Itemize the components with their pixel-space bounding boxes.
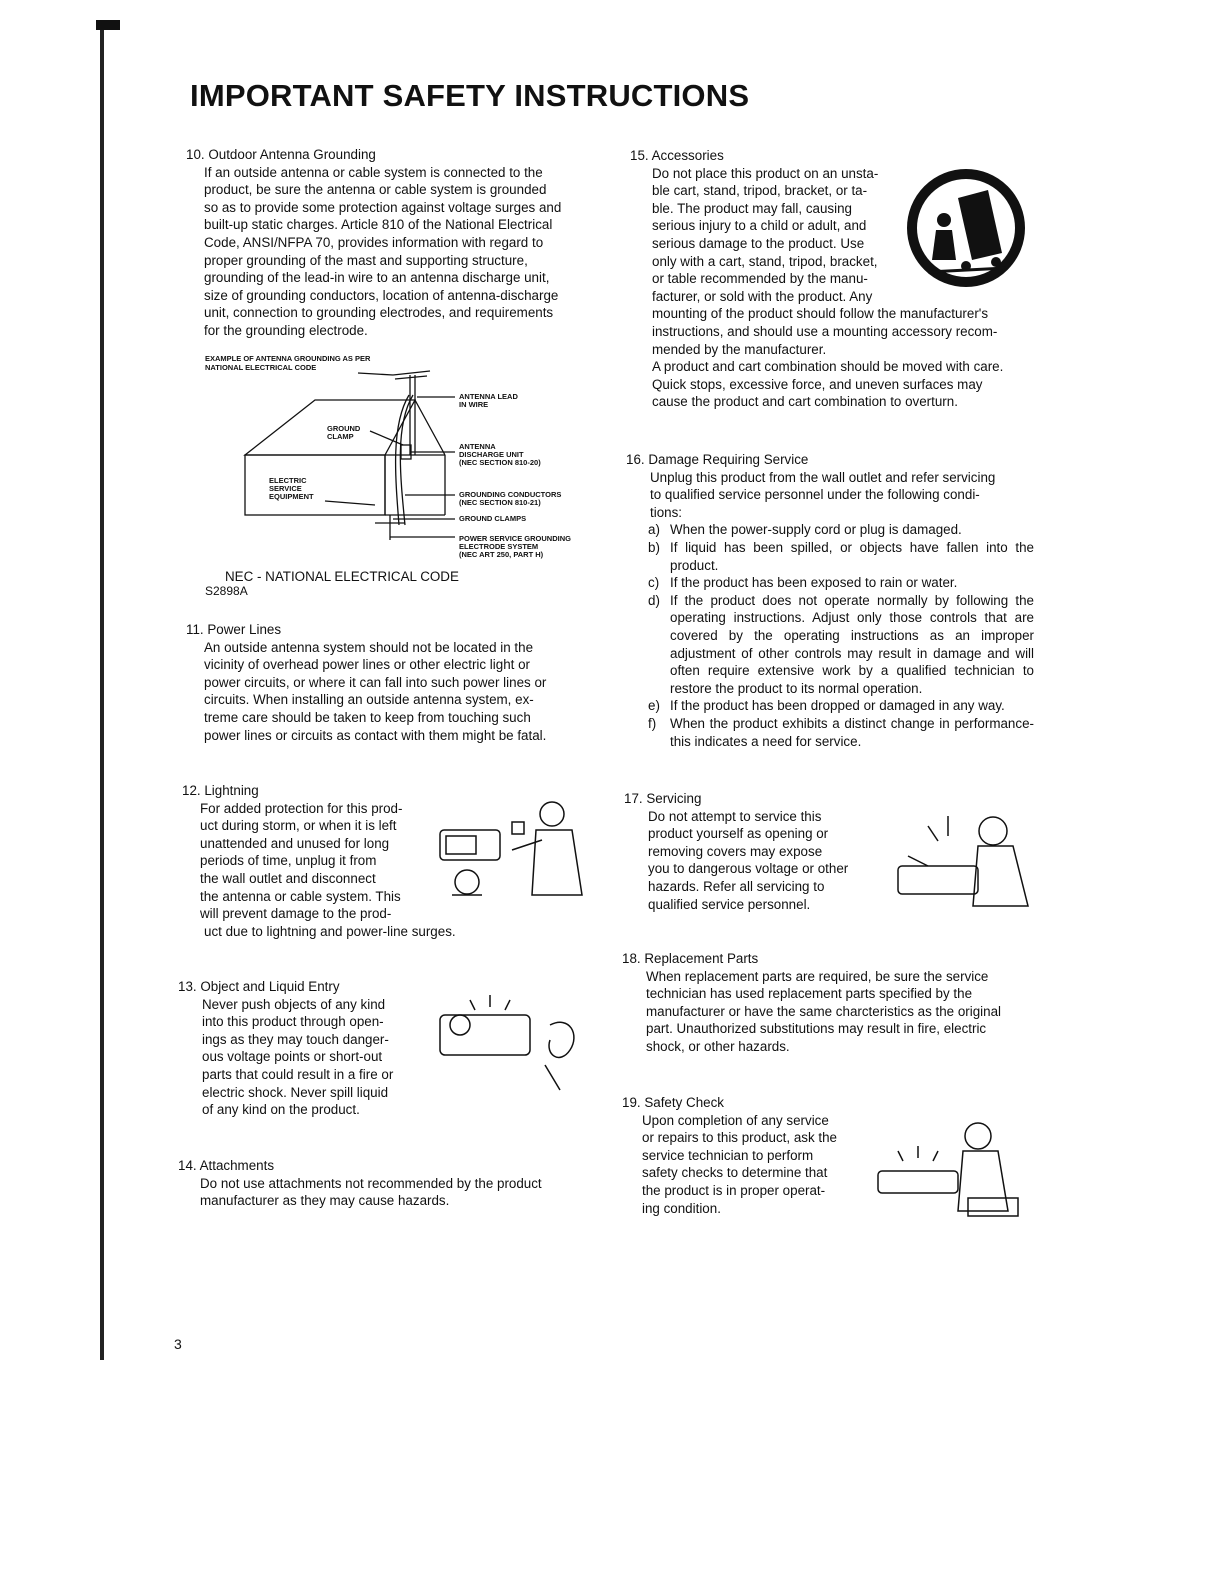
section-11 [186, 621, 594, 744]
cart-tipover-warning-icon [906, 168, 1026, 292]
diagram-label: CLAMP [327, 432, 354, 441]
text-line: power circuits, or where it can fall into such power lines or [204, 674, 547, 690]
text-line: the wall outlet and disconnect [200, 870, 376, 886]
text-line: uct due to lightning and power-line surges. [204, 923, 456, 939]
text-line: manufacturer as they may cause hazards. [200, 1193, 450, 1209]
text-line: grounding of the lead-in wire to an antenna discharge unit, [204, 270, 550, 286]
text-line: unattended and unused for long [200, 835, 390, 851]
page-title: IMPORTANT SAFETY INSTRUCTIONS [190, 78, 750, 113]
text-line: Code, ANSI/NFPA 70, provides information with regard to [204, 234, 544, 250]
list-item-label: c) [648, 575, 660, 591]
text-line: the antenna or cable system. This [200, 888, 401, 904]
text-line: When replacement parts are required, be sure the service [646, 968, 989, 984]
diagram-label: ELECTRIC [269, 476, 307, 485]
text-line: electric shock. Never spill liquid [202, 1084, 389, 1100]
section-heading: 14. Attachments [178, 1158, 275, 1173]
text-line: uct during storm, or when it is left [200, 818, 397, 834]
diagram-label: GROUND CLAMPS [459, 514, 527, 523]
section-heading: 18. Replacement Parts [622, 951, 759, 966]
list-item [648, 697, 1034, 715]
text-line: manufacturer or have the same charcteristics as the original [646, 1003, 1002, 1019]
text-line: or repairs to this product, ask the [642, 1130, 838, 1146]
text-line: ble. The product may fall, causing [652, 200, 852, 216]
section-18 [622, 950, 1034, 1056]
diagram-label: (NEC SECTION 810-21) [459, 498, 541, 507]
text-line: instructions, and should use a mounting accessory recom- [652, 323, 998, 339]
section-heading: 12. Lightning [182, 783, 259, 798]
section-19 [622, 1094, 882, 1217]
text-line: Quick stops, excessive force, and uneven surfaces may [652, 376, 983, 392]
diagram-label: (NEC ART 250, PART H) [459, 550, 544, 559]
text-line: For added protection for this prod- [200, 800, 403, 816]
text-line: qualified service personnel. [648, 896, 811, 912]
text-line: If an outside antenna or cable system is connected to the [204, 164, 543, 180]
list-item-text: When the power-supply cord or plug is damaged. [670, 522, 962, 538]
diagram-label: ELECTRODE SYSTEM [459, 542, 539, 551]
list-item [648, 539, 1034, 574]
text-line: product yourself as opening or [648, 826, 829, 842]
text-line: of any kind on the product. [202, 1102, 360, 1118]
section-heading: 16. Damage Requiring Service [626, 452, 809, 467]
text-line: service technician to perform [642, 1147, 814, 1163]
text-line: part. Unauthorized substitutions may result in fire, electric [646, 1021, 987, 1037]
text-line: removing covers may expose [648, 843, 823, 859]
text-line: product, be sure the antenna or cable system is grounded [204, 182, 547, 198]
diagram-nec-caption: NEC - NATIONAL ELECTRICAL CODE [225, 569, 459, 584]
list-item-label: a) [648, 522, 660, 538]
list-item-text: If the product has been dropped or damaged in any way. [670, 698, 1005, 714]
text-line: size of grounding conductors, location of antenna-discharge [204, 287, 559, 303]
text-line: power lines or circuits as contact with them might be fatal. [204, 727, 547, 743]
text-line: mended by the manufacturer. [652, 341, 827, 357]
diagram-label: GROUNDING CONDUCTORS [459, 490, 562, 499]
text-line: so as to provide some protection against voltage surges and [204, 199, 562, 215]
diagram-label: DISCHARGE UNIT [459, 450, 524, 459]
text-line: Upon completion of any service [642, 1112, 829, 1128]
text-line: Never push objects of any kind [202, 996, 386, 1012]
text-line: ble cart, stand, tripod, bracket, or ta- [652, 183, 868, 199]
text-line: will prevent damage to the prod- [200, 906, 392, 922]
text-line: vicinity of overhead power lines or other electric light or [204, 657, 530, 673]
text-line: to qualified service personnel under the following condi- [650, 487, 980, 503]
section-10 [186, 146, 594, 340]
text-line: cause the product and cart combination to overturn. [652, 394, 958, 410]
list-item-label: f) [648, 715, 657, 731]
text-line: An outside antenna system should not be located in the [204, 639, 534, 655]
diagram-caption: EXAMPLE OF ANTENNA GROUNDING AS PER [205, 354, 371, 363]
page-number: 3 [174, 1336, 182, 1352]
list-item-text: If the product has been exposed to rain or water. [670, 575, 958, 591]
text-line: proper grounding of the mast and supporting structure, [204, 252, 528, 268]
list-item [648, 715, 1034, 750]
text-line: unit, connection to grounding electrodes, and requirements [204, 305, 554, 321]
text-line: Unplug this product from the wall outlet and refer servicing [650, 469, 996, 485]
text-line: circuits. When installing an outside antenna system, ex- [204, 692, 534, 708]
text-line: tions: [650, 504, 683, 520]
text-line: built-up static charges. Article 810 of the National Electrical [204, 217, 553, 233]
section-heading: 17. Servicing [624, 791, 702, 806]
section-heading: 19. Safety Check [622, 1095, 724, 1110]
text-line: facturer, or sold with the product. Any [652, 288, 873, 304]
scan-edge-mark [96, 20, 120, 30]
text-line: periods of time, unplug it from [200, 853, 377, 869]
list-item [648, 521, 1034, 539]
text-line: ings as they may touch danger- [202, 1031, 389, 1047]
scan-edge-bar [100, 20, 104, 1360]
list-item-label: d) [648, 592, 660, 608]
diagram-label: ANTENNA [459, 442, 496, 451]
section-16 [626, 451, 1034, 750]
antenna-grounding-diagram [205, 354, 595, 598]
text-line: Do not use attachments not recommended by the product [200, 1175, 542, 1191]
liquid-entry-illustration [430, 995, 590, 1095]
diagram-caption: NATIONAL ELECTRICAL CODE [205, 363, 317, 372]
list-item-text: If liquid has been spilled, or objects have fallen into the product. [670, 539, 1034, 573]
diagram-label: POWER SERVICE GROUNDING [459, 534, 571, 543]
text-line: the product is in proper operat- [642, 1182, 826, 1198]
section-heading: 10. Outdoor Antenna Grounding [186, 147, 376, 162]
diagram-label: IN WIRE [459, 400, 489, 409]
text-line: mounting of the product should follow the manufacturer's [652, 306, 989, 322]
text-line: you to dangerous voltage or other [648, 861, 849, 877]
safety-check-illustration [868, 1116, 1028, 1221]
text-line: ous voltage points or short-out [202, 1049, 383, 1065]
diagram-label: GROUND [327, 424, 361, 433]
text-line: only with a cart, stand, tripod, bracket, [652, 253, 878, 269]
diagram-label: ANTENNA LEAD [459, 392, 518, 401]
text-line: hazards. Refer all servicing to [648, 878, 825, 894]
text-line: or table recommended by the manu- [652, 271, 868, 287]
text-line: safety checks to determine that [642, 1165, 828, 1181]
section-14 [178, 1157, 598, 1210]
section-17 [624, 790, 884, 913]
diagram-label: (NEC SECTION 810-20) [459, 458, 541, 467]
diagram-label: EQUIPMENT [269, 492, 314, 501]
text-line: into this product through open- [202, 1014, 384, 1030]
list-item-label: b) [648, 539, 660, 555]
section-heading: 13. Object and Liquid Entry [178, 979, 340, 994]
lightning-illustration [432, 800, 592, 905]
text-line: technician has used replacement parts specified by the [646, 986, 973, 1002]
text-line: treme care should be taken to keep from touching such [204, 709, 531, 725]
list-item-label: e) [648, 698, 660, 714]
text-line: Do not attempt to service this [648, 808, 822, 824]
servicing-illustration [888, 806, 1038, 916]
diagram-code: S2898A [205, 584, 248, 598]
list-item-text: When the product exhibits a distinct change in performance-this indicates a need for service. [670, 715, 1034, 749]
section-heading: 11. Power Lines [186, 622, 282, 637]
text-line: shock, or other hazards. [646, 1038, 790, 1054]
text-line: serious injury to a child or adult, and [652, 218, 867, 234]
text-line: A product and cart combination should be moved with care. [652, 359, 1004, 375]
condition-list [626, 521, 1034, 750]
text-line: ing condition. [642, 1200, 721, 1216]
text-line: Do not place this product on an unsta- [652, 165, 879, 181]
list-item [648, 592, 1034, 698]
section-heading: 15. Accessories [630, 148, 724, 163]
list-item-text: If the product does not operate normally by following the operating instructions. Adjust only those controls that are covered by the operating instructions as an improper adjustment of other controls may result in damage and will often require extensive work by a qualified technician to restore the product to its normal operation. [670, 592, 1034, 696]
text-line: serious damage to the product. Use [652, 235, 865, 251]
text-line: for the grounding electrode. [204, 322, 368, 338]
text-line: parts that could result in a fire or [202, 1066, 394, 1082]
diagram-label: SERVICE [269, 484, 302, 493]
list-item [648, 574, 1034, 592]
